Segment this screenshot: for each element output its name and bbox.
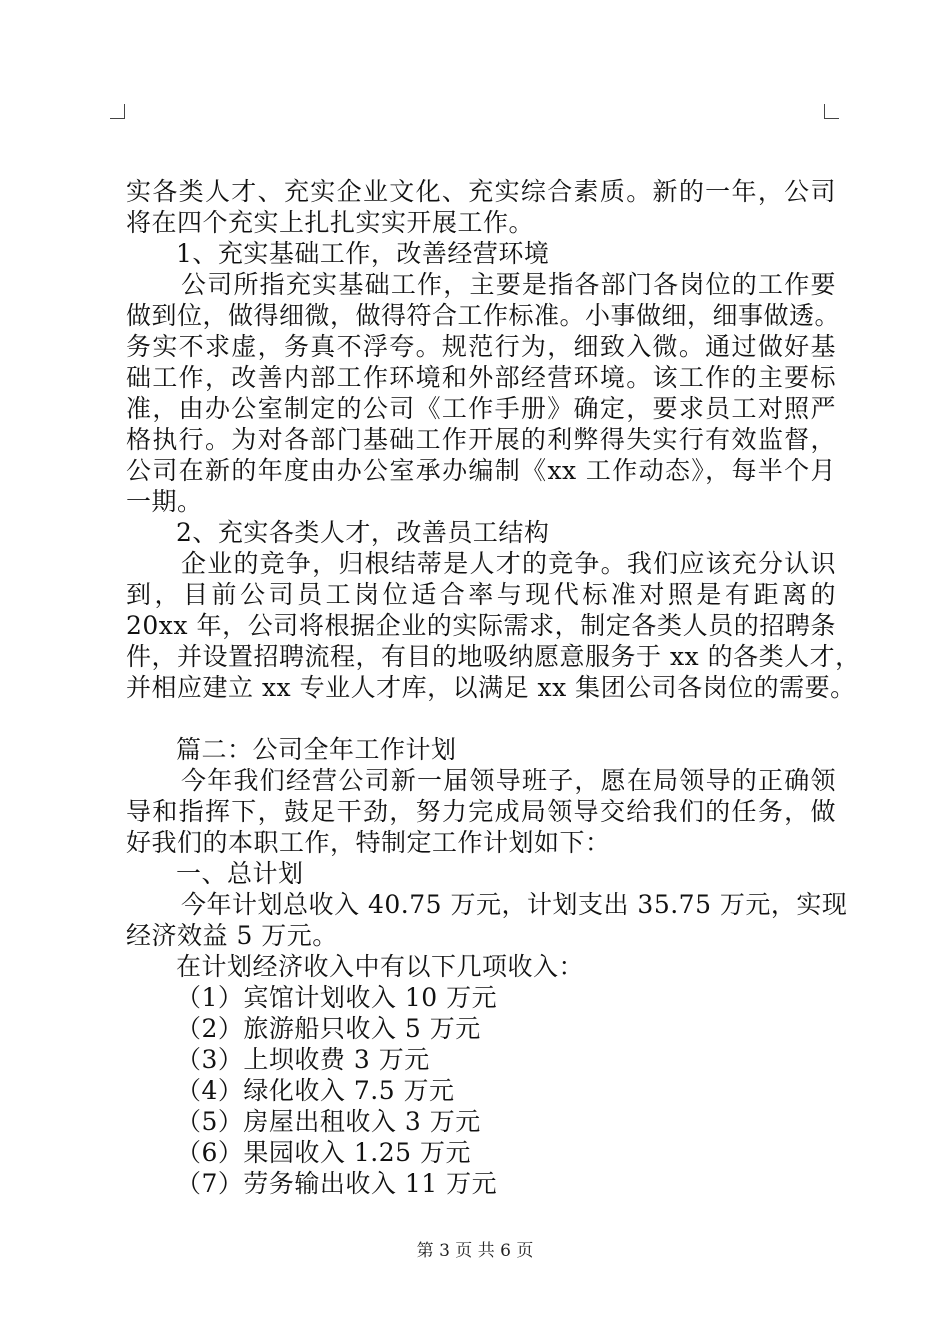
body-line: 并相应建立 xx 专业人才库，以满足 xx 集团公司各岗位的需要。 [126,673,856,702]
paragraph-gap [126,703,836,734]
crop-mark-top-left [110,104,125,119]
list-item: （2）旅游船只收入 5 万元 [176,1014,481,1043]
body-line: 公司所指充实基础工作，主要是指各部门各岗位的工作要 [181,270,836,299]
section-heading: 2、充实各类人才，改善员工结构 [176,518,550,547]
body-line: 公司在新的年度由办公室承办编制《xx 工作动态》，每半个月 [126,456,836,485]
body-line: 到，目前公司员工岗位适合率与现代标准对照是有距离的 [126,580,836,609]
body-line: 好我们的本职工作，特制定工作计划如下： [126,828,611,857]
body-line: 件，并设置招聘流程，有目的地吸纳愿意服务于 xx 的各类人才， [126,642,861,671]
list-item: （1）宾馆计划收入 10 万元 [176,983,498,1012]
body-line: 今年计划总收入 40.75 万元，计划支出 35.75 万元，实现 [181,890,848,919]
list-item: （4）绿化收入 7.5 万元 [176,1076,455,1105]
body-line: 20xx 年，公司将根据企业的实际需求，制定各类人员的招聘条 [126,611,836,640]
document-body [126,176,861,1199]
body-line: 企业的竞争，归根结蒂是人才的竞争。我们应该充分认识 [181,549,836,578]
list-item: （5）房屋出租收入 3 万元 [176,1107,481,1136]
article-title: 篇二：公司全年工作计划 [176,735,457,764]
section-heading: 一、总计划 [176,859,304,888]
body-line: 实各类人才、充实企业文化、充实综合素质。新的一年，公司 [126,177,836,206]
body-line: 一期。 [126,487,203,516]
page-number-footer: 第 3 页 共 6 页 [416,1241,534,1261]
body-line: 础工作，改善内部工作环境和外部经营环境。该工作的主要标 [126,363,836,392]
body-line: 将在四个充实上扎扎实实开展工作。 [126,208,535,237]
body-line: 格执行。为对各部门基础工作开展的利弊得失实行有效监督， [126,425,836,454]
section-heading: 1、充实基础工作，改善经营环境 [176,239,550,268]
list-item: （3）上坝收费 3 万元 [176,1045,430,1074]
list-item: （7）劳务输出收入 11 万元 [176,1169,498,1198]
body-line: 在计划经济收入中有以下几项收入： [176,952,585,981]
crop-mark-top-right [824,104,839,119]
body-line: 做到位，做得细微，做得符合工作标准。小事做细，细事做透。 [126,301,841,330]
body-line: 经济效益 5 万元。 [126,921,338,950]
body-line: 准，由办公室制定的公司《工作手册》确定，要求员工对照严 [126,394,836,423]
list-item: （6）果园收入 1.25 万元 [176,1138,471,1167]
body-line: 务实不求虚，务真不浮夸。规范行为，细致入微。通过做好基 [126,332,836,361]
body-line: 今年我们经营公司新一届领导班子，愿在局领导的正确领 [181,766,836,795]
body-line: 导和指挥下，鼓足干劲，努力完成局领导交给我们的任务，做 [126,797,836,826]
